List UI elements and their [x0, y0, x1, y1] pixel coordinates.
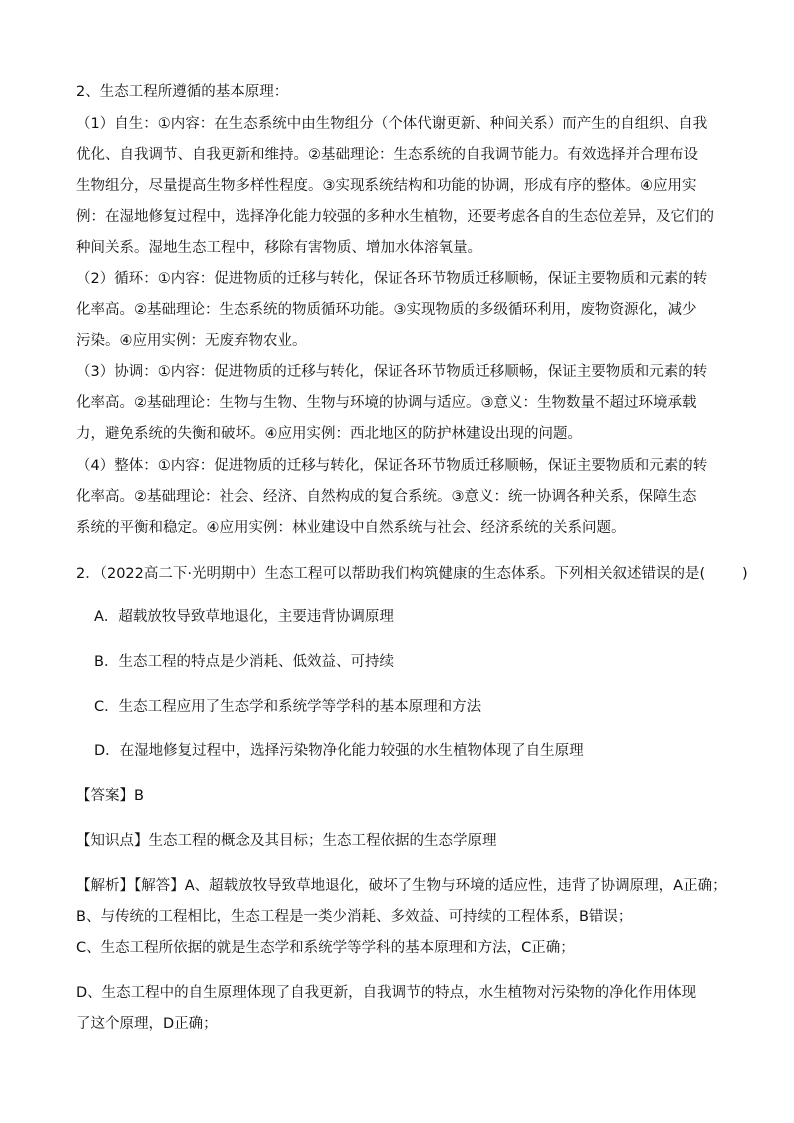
principle-line: 化率高。②基础理论：生物与生物、生物与环境的协调与适应。③意义：生物数量不超过环境承载 — [76, 395, 697, 411]
principle-line: 力，避免系统的失衡和破坏。④应用实例：西北地区的防护林建设出现的问题。 — [76, 426, 582, 442]
principle-line: 化率高。②基础理论：社会、经济、自然构成的复合系统。③意义：统一协调各种关系，保障生态 — [76, 489, 697, 505]
principle-line: 例：在湿地修复过程中，选择净化能力较强的多种水生植物，还要考虑各自的生态位差异，及它们的 — [76, 209, 714, 225]
principle-line: 化率高。②基础理论：生态系统的物质循环功能。③实现物质的多级循环利用，废物资源化，减少 — [76, 302, 697, 318]
answer-line: 【答案】B — [76, 788, 144, 804]
knowledge-line: 【知识点】生态工程的概念及其目标；生态工程依据的生态学原理 — [76, 833, 497, 849]
principle-line: 种间关系。湿地生态工程中，移除有害物质、增加水体溶氧量。 — [76, 240, 482, 256]
analysis-line: B、与传统的工程相比，生态工程是一类少消耗、多效益、可持续的工程体系，B错误； — [76, 909, 633, 925]
analysis-line: 了这个原理，D正确； — [76, 1016, 218, 1032]
principle-line: 生物组分，尽量提高生物多样性程度。③实现系统结构和功能的协调，形成有序的整体。④应用实 — [76, 178, 697, 194]
principle-line: （2）循环：①内容：促进物质的迁移与转化，保证各环节物质迁移顺畅，保证主要物质和元素的转 — [76, 271, 708, 287]
option-a: A．超载放牧导致草地退化，主要违背协调原理 — [94, 609, 394, 625]
question-stem: 2．（2022高二下·光明期中）生态工程可以帮助我们构筑健康的生态体系。下列相关叙述错误的是( ) — [76, 566, 748, 582]
analysis-line: 【解析】【解答】A、超载放牧导致草地退化，破坏了生物与环境的适应性，违背了协调原理，A正确； — [76, 878, 727, 894]
option-c: C．生态工程应用了生态学和系统学等学科的基本原理和方法 — [94, 699, 482, 715]
principle-line: （1）自生：①内容：在生态系统中由生物组分（个体代谢更新、种间关系）而产生的自组织、自我 — [76, 116, 708, 132]
principle-line: 污染。④应用实例：无废弃物农业。 — [76, 333, 307, 349]
principle-line: （3）协调：①内容：促进物质的迁移与转化，保证各环节物质迁移顺畅，保证主要物质和元素的转 — [76, 364, 708, 380]
principles-heading: 2、生态工程所遵循的基本原理： — [76, 84, 289, 100]
principle-line: （4）整体：①内容：促进物质的迁移与转化，保证各环节物质迁移顺畅，保证主要物质和元素的转 — [76, 458, 708, 474]
analysis-line: D、生态工程中的自生原理体现了自我更新，自我调节的特点，水生植物对污染物的净化作用体现 — [76, 985, 697, 1001]
option-d: D．在湿地修复过程中，选择污染物净化能力较强的水生植物体现了自生原理 — [94, 743, 584, 759]
analysis-line: C、生态工程所依据的就是生态学和系统学等学科的基本原理和方法，C正确； — [76, 940, 575, 956]
option-b: B．生态工程的特点是少消耗、低效益、可持续 — [94, 654, 394, 670]
principle-line: 系统的平衡和稳定。④应用实例：林业建设中自然系统与社会、经济系统的关系问题。 — [76, 520, 626, 536]
principle-line: 优化、自我调节、自我更新和维持。②基础理论：生态系统的自我调节能力。有效选择并合理布设 — [76, 147, 698, 163]
